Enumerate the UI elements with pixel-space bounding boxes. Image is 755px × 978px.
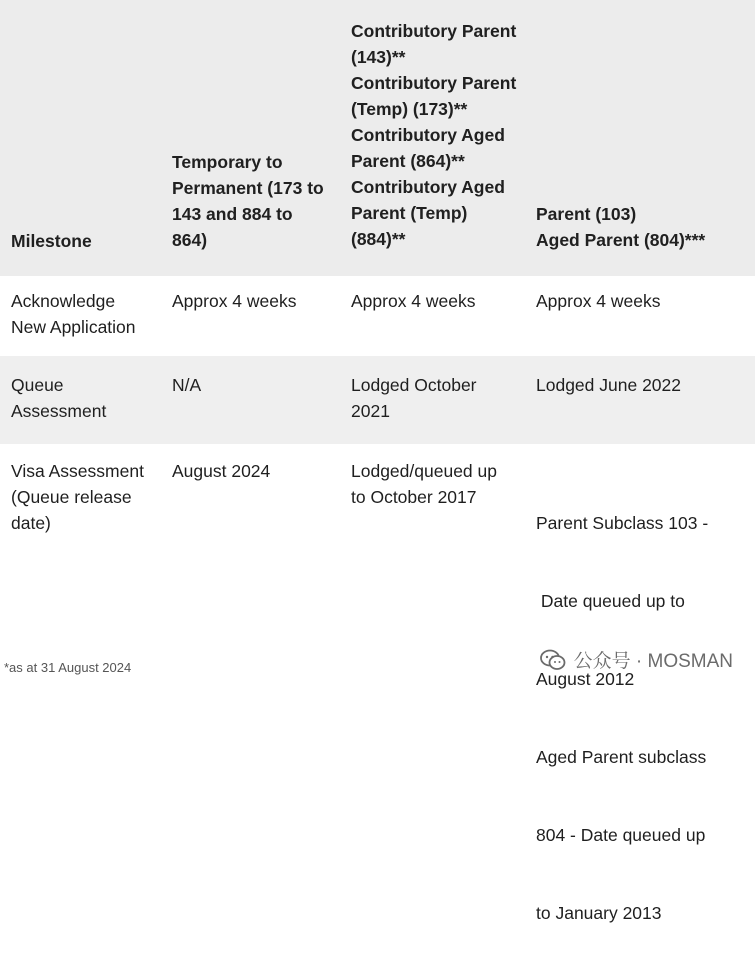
cell-milestone: Visa Assessment (Queue release date) [11, 461, 144, 533]
header-parent: Parent (103) Aged Parent (804)*** [536, 204, 706, 250]
header-contributory-parent: Contributory Parent (143)** Contributory Parent (Temp) (173)** Contributory Aged Parent (864)** Contributory Aged Parent (Temp) (884)** [351, 21, 517, 249]
watermark-text: 公众号 · MOSMAN [573, 651, 733, 672]
cell-parent: Lodged June 2022 [536, 375, 681, 395]
table-row-acknowledge [0, 276, 755, 356]
footnote: *as at 31 August 2024 [4, 660, 132, 675]
cell-temporary-to-permanent: August 2024 [172, 461, 271, 481]
header-temporary-to-permanent: Temporary to Permanent (173 to 143 and 884 to 864) [172, 152, 324, 250]
wechat-watermark [540, 646, 733, 673]
cell-milestone: Acknowledge New Application [11, 291, 136, 337]
cell-temporary-to-permanent: N/A [172, 375, 202, 395]
header-milestone: Milestone [11, 231, 92, 251]
cell-parent: Approx 4 weeks [536, 291, 661, 311]
table-row-queue-assessment [0, 356, 755, 444]
cell-contributory-parent: Lodged October 2021 [351, 375, 477, 421]
cell-milestone: Queue Assessment [11, 375, 107, 421]
cell-parent: Parent Subclass 103 - Date queued up to August 2012 Aged Parent subclass 804 - Date queued up to January 2013 [536, 513, 709, 923]
wechat-icon [540, 649, 566, 671]
cell-contributory-parent: Approx 4 weeks [351, 291, 476, 311]
cell-contributory-parent: Lodged/queued up to October 2017 [351, 461, 497, 507]
table-header-row [0, 0, 755, 276]
cell-temporary-to-permanent: Approx 4 weeks [172, 291, 297, 311]
